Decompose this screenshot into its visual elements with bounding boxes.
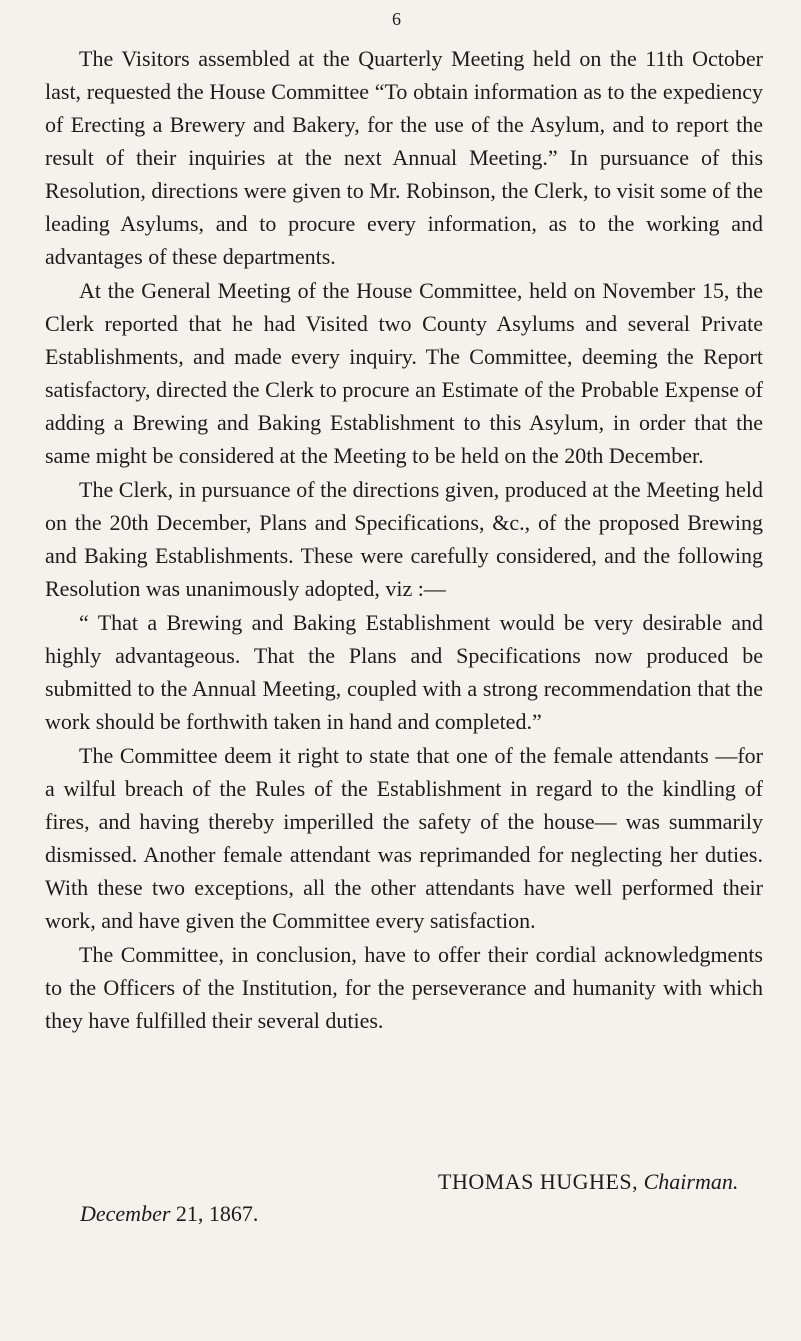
document-date (80, 1199, 258, 1229)
page-number: 6 (392, 9, 401, 29)
paragraph-brewery-inquiry: The Visitors assembled at the Quarterly Meeting held on the 11th October last, requested the House Committee “To obtain information as to the expediency of Erecting a Brewery and Bakery, for the use of the Asylum, and to report the result of their inquiries at the next Annual Meeting.” In pursuance of this Resolution, directions were given to Mr. Robinson, the Clerk, to visit some of the leading Asylums, and to procure every information, as to the working and advantages of these departments. (45, 46, 763, 269)
signatory-name: THOMAS HUGHES, (438, 1169, 639, 1194)
paragraph-attendants: The Committee deem it right to state that one of the female attendants —for a wilful breach of the Rules of the Establishment in regard to the kindling of fires, and having thereby imperilled the safety of the house— was summarily dismissed. Another female attendant was reprimanded for neglecting her duties. With these two exceptions, all the other attendants have well performed their work, and have given the Committee every satisfaction. (45, 743, 763, 933)
paragraph-general-meeting: At the General Meeting of the House Committee, held on November 15, the Clerk reported that he had Visited two County Asylums and several Private Establishments, and made every inquiry. The Committee, deeming the Report satisfactory, directed the Clerk to procure an Estimate of the Probable Expense of adding a Brewing and Baking Establishment to this Asylum, in order that the same might be considered at the Meeting to be held on the 20th December. (45, 278, 763, 468)
paragraph-resolution: “ That a Brewing and Baking Establishment would be very desirable and highly advantageous. That the Plans and Specifications now produced be submitted to the Annual Meeting, coupled with a strong recommendation that the work should be forthwith taken in hand and completed.” (45, 610, 763, 734)
signatory-title: Chairman. (643, 1169, 739, 1194)
signature-line (438, 1167, 738, 1197)
date-month: December (80, 1201, 171, 1226)
date-day-year: 21, 1867. (175, 1201, 259, 1226)
paragraph-conclusion: The Committee, in conclusion, have to offer their cordial acknowledgments to the Officers of the Institution, for the perseverance and humanity with which they have fulfilled their several duties. (45, 942, 763, 1033)
paragraph-plans-produced: The Clerk, in pursuance of the directions given, produced at the Meeting held on the 20th December, Plans and Specifications, &c., of the proposed Brewing and Baking Establishments. These were carefully considered, and the following Resolution was unanimously adopted, viz :— (45, 477, 763, 601)
report-body (45, 42, 763, 1037)
